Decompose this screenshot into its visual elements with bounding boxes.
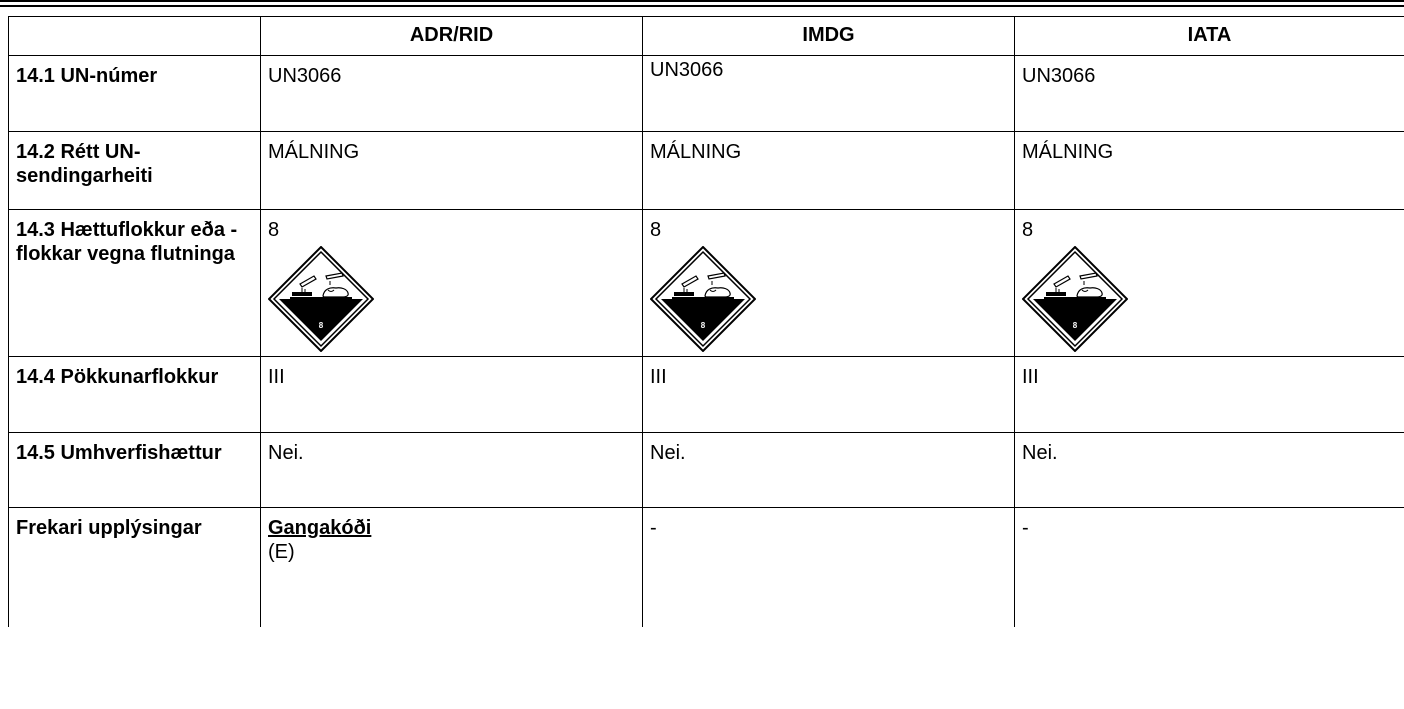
tunnel-code-value: (E) xyxy=(268,541,295,563)
environmental-adr: Nei. xyxy=(261,433,643,508)
hazard-class-adr-cell xyxy=(261,210,643,357)
packing-group-imdg: III xyxy=(643,357,1015,433)
row-label-environmental: 14.5 Umhverfishættur xyxy=(9,433,261,508)
hazard-class-adr: 8 xyxy=(268,219,280,241)
table-header-row xyxy=(9,17,1404,56)
top-rule-secondary xyxy=(0,5,1404,7)
environmental-imdg: Nei. xyxy=(643,433,1015,508)
table-row-un-number xyxy=(9,56,1404,132)
corrosive-pictogram-icon xyxy=(268,246,374,352)
additional-info-iata: - xyxy=(1015,508,1404,628)
additional-info-imdg: - xyxy=(643,508,1015,628)
table-row-packing-group xyxy=(9,357,1404,433)
pictogram-class-number: 8 xyxy=(700,321,706,330)
row-label-un-number: 14.1 UN-númer xyxy=(9,56,261,132)
header-adr-rid: ADR/RID xyxy=(261,17,643,56)
tunnel-code-label: Gangakóði xyxy=(268,517,372,539)
hazard-class-imdg: 8 xyxy=(650,219,662,241)
packing-group-adr: III xyxy=(261,357,643,433)
un-number-imdg: UN3066 xyxy=(643,56,1015,132)
top-rule xyxy=(0,0,1404,2)
row-label-shipping-name: 14.2 Rétt UN-sendingarheiti xyxy=(9,132,261,210)
packing-group-iata: III xyxy=(1015,357,1404,433)
un-number-iata: UN3066 xyxy=(1015,56,1404,132)
row-label-packing-group: 14.4 Pökkunarflokkur xyxy=(9,357,261,433)
hazard-class-iata-cell xyxy=(1015,210,1404,357)
pictogram-class-number: 8 xyxy=(1072,321,1078,330)
transport-info-table xyxy=(8,16,1404,627)
row-label-hazard-class: 14.3 Hættuflokkur eða -flokkar vegna flutninga xyxy=(9,210,261,357)
header-iata: IATA xyxy=(1015,17,1404,56)
row-label-additional-info: Frekari upplýsingar xyxy=(9,508,261,628)
additional-info-adr xyxy=(261,508,643,628)
shipping-name-iata: MÁLNING xyxy=(1015,132,1404,210)
header-imdg: IMDG xyxy=(643,17,1015,56)
header-empty-cell xyxy=(9,17,261,56)
hazard-class-iata: 8 xyxy=(1022,219,1034,241)
shipping-name-adr: MÁLNING xyxy=(261,132,643,210)
corrosive-pictogram-icon xyxy=(1022,246,1128,352)
un-number-adr: UN3066 xyxy=(261,56,643,132)
table-row-additional-info xyxy=(9,508,1404,628)
pictogram-class-number: 8 xyxy=(318,321,324,330)
table-row-shipping-name xyxy=(9,132,1404,210)
hazard-class-imdg-cell xyxy=(643,210,1015,357)
corrosive-pictogram-icon xyxy=(650,246,756,352)
table-row-environmental xyxy=(9,433,1404,508)
table-row-hazard-class xyxy=(9,210,1404,357)
shipping-name-imdg: MÁLNING xyxy=(643,132,1015,210)
environmental-iata: Nei. xyxy=(1015,433,1404,508)
